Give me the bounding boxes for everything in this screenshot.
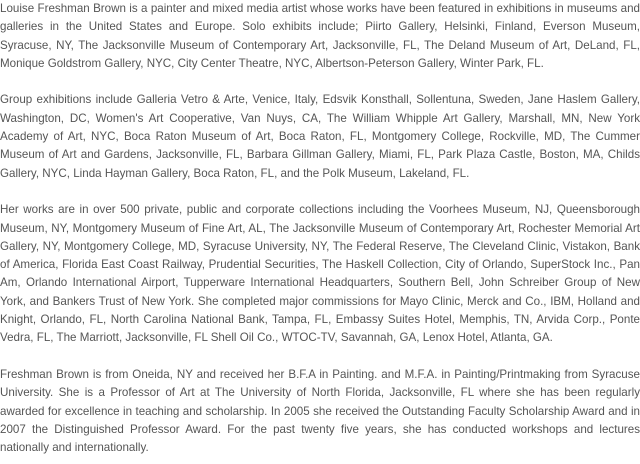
bio-paragraph-collections: Her works are in over 500 private, public and corporate collections including the Voorhees Museum, NJ, Queensborough Museum, NY, Montgomery Museum of Fine Art, AL, The Jacksonville Museum of Contemporary Art, Rochester Memorial Art Gallery, NY, Montgomery College, MD, Syracuse University, NY, The Federal Reserve, The Cleveland Clinic, Vistakon, Bank of America, Florida East Coast Railway, Prudential Securities, The Haskell Collection, City of Orlando, SuperStock Inc., Pan Am, Orlando International Airport, Tupperware International Headquarters, Southern Bell, John Schreiber Group of New York, and Bankers Trust of New York. She completed major commissions for Mayo Clinic, Merck and Co., IBM, Holland and Knight, Orlando, FL, North Carolina National Bank, Tampa, FL, Embassy Suites Hotel, Memphis, TN, Arvida Corp., Ponte Vedra, FL, The Marriott, Jacksonville, FL Shell Oil Co., WTOC-TV, Savannah, GA, Lenox Hotel, Atlanta, GA. (0, 203, 640, 345)
bio-paragraph-solo-exhibits: Louise Freshman Brown is a painter and mixed media artist whose works have been featured in exhibitions in museums and galleries in the United States and Europe. Solo exhibits include; Piirto Gallery, Helsinki, Finland, Everson Museum, Syracuse, NY, The Jacksonville Museum of Contemporary Art, Jacksonville, FL, The Deland Museum of Art, DeLand, FL, Monique Goldstrom Gallery, NYC, City Center Theatre, NYC, Albertson-Peterson Gallery, Winter Park, FL. (0, 2, 640, 70)
bio-paragraph-education: Freshman Brown is from Oneida, NY and received her B.F.A in Painting. and M.F.A. in Painting/Printmaking from Syracuse University. She is a Professor of Art at The University of North Florida, Jacksonville, FL where she has been regularly awarded for excellence in teaching and scholarship. In 2005 she received the Outstanding Faculty Scholarship Award and in 2007 the Distinguished Professor Award. For the past twenty five years, she has conducted workshops and lectures nationally and internationally. (0, 367, 640, 455)
bio-paragraph-group-exhibitions: Group exhibitions include Galleria Vetro & Arte, Venice, Italy, Edsvik Konsthall, Sollentuna, Sweden, Jane Haslem Gallery, Washington, DC, Women's Art Cooperative, Van Nuys, CA, The William Whipple Art Gallery, Marshall, MN, New York Academy of Art, NYC, Boca Raton Museum of Art, Boca Raton, FL, Montgomery College, Rockville, MD, The Cummer Museum of Art and Gardens, Jacksonville, FL, Barbara Gillman Gallery, Miami, FL, Park Plaza Castle, Boston, MA, Childs Gallery, NYC, Linda Hayman Gallery, Boca Raton, FL, and the Polk Museum, Lakeland, FL. (0, 93, 640, 180)
